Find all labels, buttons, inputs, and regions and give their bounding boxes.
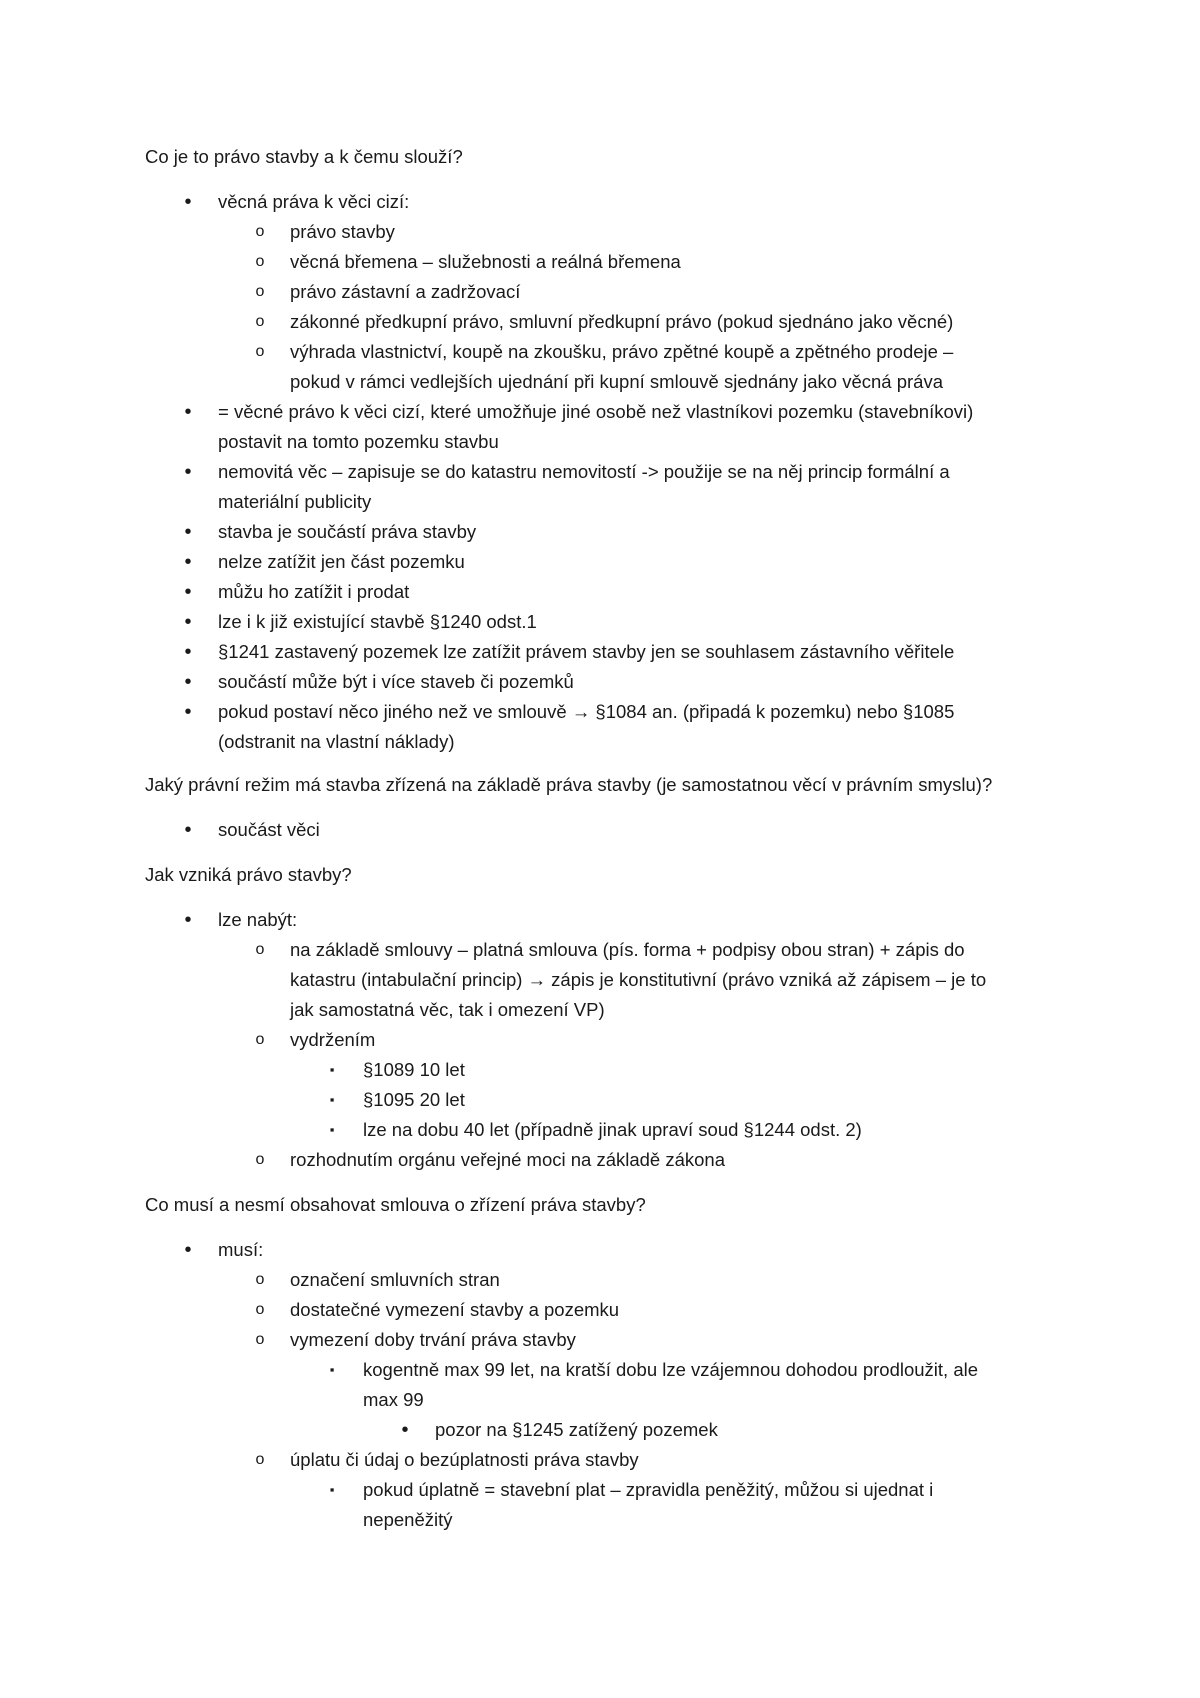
list-item: zákonné předkupní právo, smluvní předkupní právo (pokud sjednáno jako věcné) bbox=[290, 311, 954, 332]
bullet-marker: • bbox=[184, 191, 192, 213]
list-item: rozhodnutím orgánu veřejné moci na základě zákona bbox=[290, 1149, 726, 1170]
list-item-continuation: materiální publicity bbox=[218, 491, 372, 512]
list-item: dostatečné vymezení stavby a pozemku bbox=[290, 1299, 620, 1320]
list-item-continuation: pokud v rámci vedlejších ujednání při kupní smlouvě sjednány jako věcná práva bbox=[290, 371, 944, 392]
sub-bullet-marker: o bbox=[255, 343, 265, 360]
list-item-continuation: max 99 bbox=[363, 1389, 424, 1410]
sub-bullet-marker: o bbox=[255, 941, 265, 958]
list-item: věcná práva k věci cizí: bbox=[218, 191, 410, 212]
list-item: musí: bbox=[218, 1239, 264, 1260]
bullet-marker: • bbox=[184, 521, 192, 543]
list-item-continuation: nepeněžitý bbox=[363, 1509, 453, 1530]
bullet-marker: • bbox=[184, 1239, 192, 1261]
heading-2: Jaký právní režim má stavba zřízená na základě práva stavby (je samostatnou věcí v právním smyslu)? bbox=[145, 774, 993, 795]
list-item: §1241 zastavený pozemek lze zatížit právem stavby jen se souhlasem zástavního věřitele bbox=[218, 641, 955, 662]
square-bullet-marker: ▪ bbox=[329, 1362, 335, 1377]
list-item: označení smluvních stran bbox=[290, 1269, 500, 1290]
sub-bullet-marker: o bbox=[255, 1151, 265, 1168]
list-item: nemovitá věc – zapisuje se do katastru nemovitostí -> použije se na něj princip formální a bbox=[218, 461, 950, 482]
sub-bullet-marker: o bbox=[255, 1271, 265, 1288]
list-item: §1089 10 let bbox=[363, 1059, 465, 1080]
sub-bullet-marker: o bbox=[255, 1331, 265, 1348]
bullet-marker: • bbox=[184, 581, 192, 603]
sub-bullet-marker: o bbox=[255, 253, 265, 270]
list-item: právo zástavní a zadržovací bbox=[290, 281, 521, 302]
bullet-marker: • bbox=[184, 819, 192, 841]
list-item: pokud úplatně = stavební plat – zpravidla peněžitý, můžou si ujednat i bbox=[363, 1479, 934, 1500]
list-item: kogentně max 99 let, na kratší dobu lze vzájemnou dohodou prodloužit, ale bbox=[363, 1359, 979, 1380]
bullet-marker: • bbox=[184, 461, 192, 483]
sub-bullet-marker: o bbox=[255, 283, 265, 300]
square-bullet-marker: ▪ bbox=[329, 1482, 335, 1497]
list-item-continuation: postavit na tomto pozemku stavbu bbox=[218, 431, 499, 452]
sub-bullet-marker: o bbox=[255, 223, 265, 240]
heading-1: Co je to právo stavby a k čemu slouží? bbox=[145, 146, 463, 167]
bullet-marker: • bbox=[184, 551, 192, 573]
bullet-marker: • bbox=[401, 1419, 409, 1441]
list-item: stavba je součástí práva stavby bbox=[218, 521, 477, 542]
list-item: = věcné právo k věci cizí, které umožňuje jiné osobě než vlastníkovi pozemku (stavebníkovi) bbox=[218, 401, 974, 422]
sub-bullet-marker: o bbox=[255, 1451, 265, 1468]
heading-4: Co musí a nesmí obsahovat smlouva o zřízení práva stavby? bbox=[145, 1194, 646, 1215]
list-item: vymezení doby trvání práva stavby bbox=[290, 1329, 576, 1350]
list-item: součástí může být i více staveb či pozemků bbox=[218, 671, 574, 692]
list-item: součást věci bbox=[218, 819, 320, 840]
heading-3: Jak vzniká právo stavby? bbox=[145, 864, 352, 885]
list-item: úplatu či údaj o bezúplatnosti práva stavby bbox=[290, 1449, 639, 1470]
square-bullet-marker: ▪ bbox=[329, 1062, 335, 1077]
list-item: lze i k již existující stavbě §1240 odst.1 bbox=[218, 611, 537, 632]
square-bullet-marker: ▪ bbox=[329, 1122, 335, 1137]
list-item-continuation: (odstranit na vlastní náklady) bbox=[218, 731, 455, 752]
list-item: právo stavby bbox=[290, 221, 395, 242]
bullet-marker: • bbox=[184, 909, 192, 931]
list-item: nelze zatížit jen část pozemku bbox=[218, 551, 465, 572]
list-item: můžu ho zatížit i prodat bbox=[218, 581, 410, 602]
list-item: věcná břemena – služebnosti a reálná břemena bbox=[290, 251, 681, 272]
list-item: vydržením bbox=[290, 1029, 376, 1050]
sub-bullet-marker: o bbox=[255, 1301, 265, 1318]
list-item: §1095 20 let bbox=[363, 1089, 465, 1110]
list-item: výhrada vlastnictví, koupě na zkoušku, právo zpětné koupě a zpětného prodeje – bbox=[290, 341, 954, 362]
sub-bullet-marker: o bbox=[255, 313, 265, 330]
bullet-marker: • bbox=[184, 401, 192, 423]
square-bullet-marker: ▪ bbox=[329, 1092, 335, 1107]
bullet-marker: • bbox=[184, 611, 192, 633]
list-item: pokud postaví něco jiného než ve smlouvě → §1084 an. (připadá k pozemku) nebo §1085 bbox=[218, 701, 955, 722]
bullet-marker: • bbox=[184, 671, 192, 693]
list-item: lze nabýt: bbox=[218, 909, 298, 930]
sub-bullet-marker: o bbox=[255, 1031, 265, 1048]
list-item: na základě smlouvy – platná smlouva (pís. forma + podpisy obou stran) + zápis do bbox=[290, 939, 965, 960]
list-item-continuation: katastru (intabulační princip) → zápis je konstitutivní (právo vzniká až zápisem – je to bbox=[290, 969, 987, 990]
list-item: lze na dobu 40 let (případně jinak upraví soud §1244 odst. 2) bbox=[363, 1119, 862, 1140]
list-item: pozor na §1245 zatížený pozemek bbox=[435, 1419, 718, 1440]
bullet-marker: • bbox=[184, 641, 192, 663]
bullet-marker: • bbox=[184, 701, 192, 723]
list-item-continuation: jak samostatná věc, tak i omezení VP) bbox=[290, 999, 605, 1020]
